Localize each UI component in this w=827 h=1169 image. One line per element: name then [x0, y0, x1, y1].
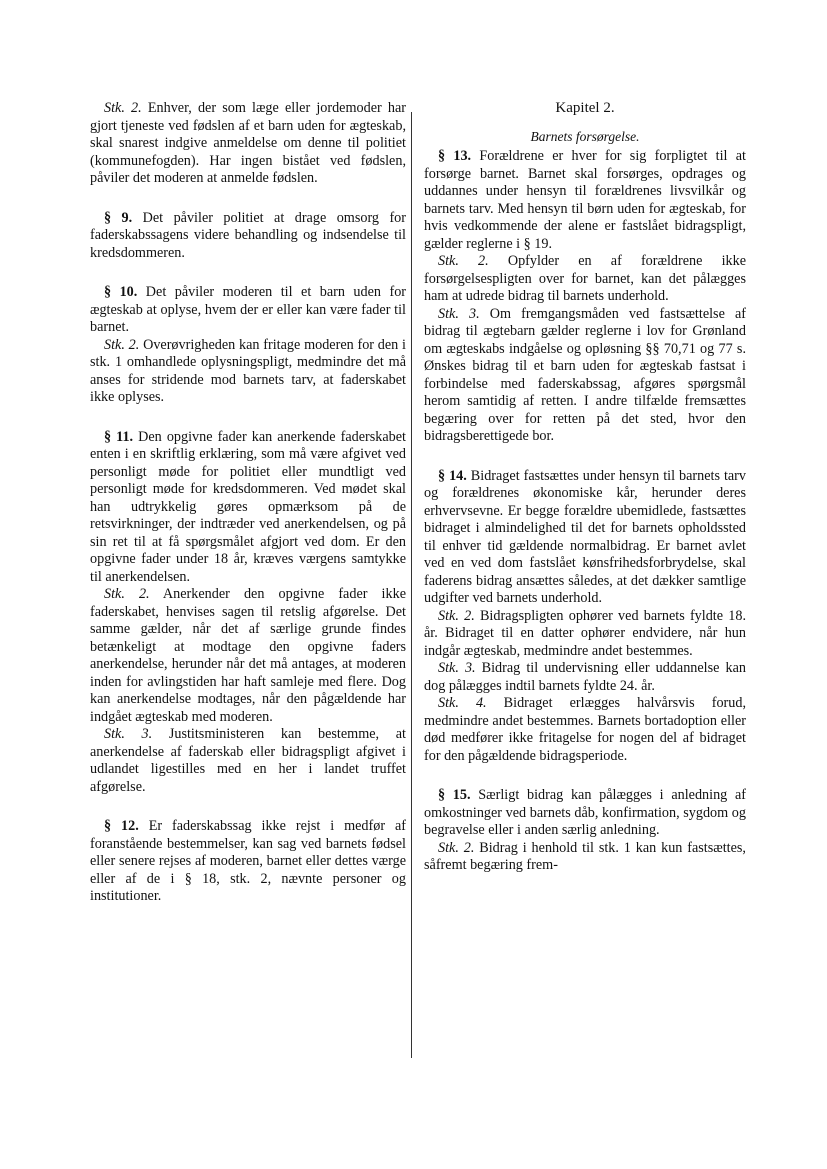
section-13-stk3: Stk. 3. Om fremgangsmåden ved fastsættelse af bidrag til ægtebarn gælder reglerne i lov for Grønland om ægteskabs indgåelse og opløsning §§ 70,71 og 77 s. Ønskes bidrag til et barn uden for ægteskab fastsat i forbindelse med faderskabssag, afgøres spørgsmål herom samtidig af retten. I andre tilfælde fremsættes begæring over for retten på det sted, hvor den bidragsberettigede bor.: [424, 305, 746, 444]
section-9: § 9. Det påviler politiet at drage omsorg for faderskabssagens videre behandling og indsendelse til kredsdommeren.: [90, 209, 406, 261]
right-column: [424, 100, 746, 875]
paragraph-stk2-notification: Stk. 2. Enhver, der som læge eller jordemoder har gjort tjeneste ved fødslen af et barn uden for ægteskab, skal snarest indgive anmeldelse om denne til politiet (kommunefogden). Har ingen bistået ved fødslen, påviler det moderen at anmelde fødslen.: [90, 100, 406, 186]
left-column: [90, 100, 406, 906]
section-11: § 11. Den opgivne fader kan anerkende faderskabet enten i en skriftlig erklæring, som må være afgivet ved personligt møde for politiet eller mundtligt ved personligt møde for kredsdommeren. Ved mødet skal han udtrykkelig gøres opmærksom på de retsvirkninger, der indtræder ved anerkendelsen, og på sin ret til at få spørgsmålet afgjort ved dom. Er den opgivne fader under 18 år, kræves værgens samtykke til anerkendelsen.: [90, 428, 406, 585]
chapter-heading: Kapitel 2.: [555, 100, 615, 116]
section-14: § 14. Bidraget fastsættes under hensyn til barnets tarv og forældrenes økonomiske kår, herunder deres erhvervsevne. Er begge forældre ubemidlede, fastsættes bidraget i almindelighed til det for barnets opholdssted til enhver tid gældende normalbidrag. Er barnet avlet ved en ved dom fastslået kønsfrihedsforbrydelse, skal faderens bidrag ansættes således, at det dækker samtlige udgifter ved barnets underhold.: [424, 467, 747, 606]
section-11-stk2: Stk. 2. Anerkender den opgivne fader ikke faderskabet, henvises sagen til retslig afgørelse. Det samme gælder, når det af særlige grunde findes betænkeligt at modtage den opgivne faders anerkendelse, herunder når det må antages, at moderen inden for avlingstiden har haft samleje med flere. Dog kan anerkendelse modtages, når den pågældende har indgået ægteskab med moderen.: [90, 586, 406, 725]
section-15-stk2: Stk. 2. Bidrag i henhold til stk. 1 kan kun fastsættes, såfremt begæring frem-: [424, 839, 746, 873]
chapter-subtitle: Barnets forsørgelse.: [530, 128, 640, 144]
section-12: § 12. Er faderskabssag ikke rejst i medfør af foranstående bestemmelser, kan sag ved barnets fødsel eller senere rejses af moderen, barnet eller dettes værge eller af de i § 18, stk. 2, nævnte personer og institutioner.: [90, 818, 406, 904]
section-13: § 13. Forældrene er hver for sig forpligtet til at forsørge barnet. Barnet skal forsørges, opdrages og uddannes under hensyn til forældrenes livsvilkår og barnets tarv. Med hensyn til børn uden for ægteskab, for hvis vedkommende der alene er fastslået bidragspligt, gælder reglerne i § 19.: [424, 148, 746, 252]
section-10-stk2: Stk. 2. Overøvrigheden kan fritage moderen for den i stk. 1 omhandlede oplysningspligt, medmindre det må anses for stridende mod barnets tarv, at faderskabet ikke oplyses.: [90, 336, 406, 405]
section-14-stk3: Stk. 3. Bidrag til undervisning eller uddannelse kan dog pålægges indtil barnets fyldte 24. år.: [424, 660, 746, 694]
section-11-stk3: Stk. 3. Justitsministeren kan bestemme, at anerkendelse af faderskab eller bidragspligt afgivet i udlandet ligestilles med en her i landet truffet afgørelse.: [90, 726, 406, 795]
section-14-stk4: Stk. 4. Bidraget erlægges halvårsvis forud, medmindre andet bestemmes. Barnets bortadoption eller død medfører ikke fritagelse for nogen del af bidraget for den pågældende bidragsperiode.: [424, 695, 746, 764]
column-divider: [411, 112, 412, 1058]
section-10: § 10. Det påviler moderen til et barn uden for ægteskab at oplyse, hvem der er eller kan være fader til barnet.: [90, 284, 407, 335]
section-14-stk2: Stk. 2. Bidragspligten ophører ved barnets fyldte 18. år. Bidraget til en datter ophører endvidere, når hun indgår ægteskab, medmindre andet bestemmes.: [424, 607, 746, 659]
section-15: § 15. Særligt bidrag kan pålægges i anledning af omkostninger ved barnets dåb, konfirmation, sygdom og begravelse eller i anden særlig anledning.: [424, 787, 747, 838]
section-13-stk2: Stk. 2. Opfylder en af forældrene ikke forsørgelsespligten over for barnet, kan det pålægges ham at udrede bidrag til barnets underhold.: [424, 253, 746, 304]
